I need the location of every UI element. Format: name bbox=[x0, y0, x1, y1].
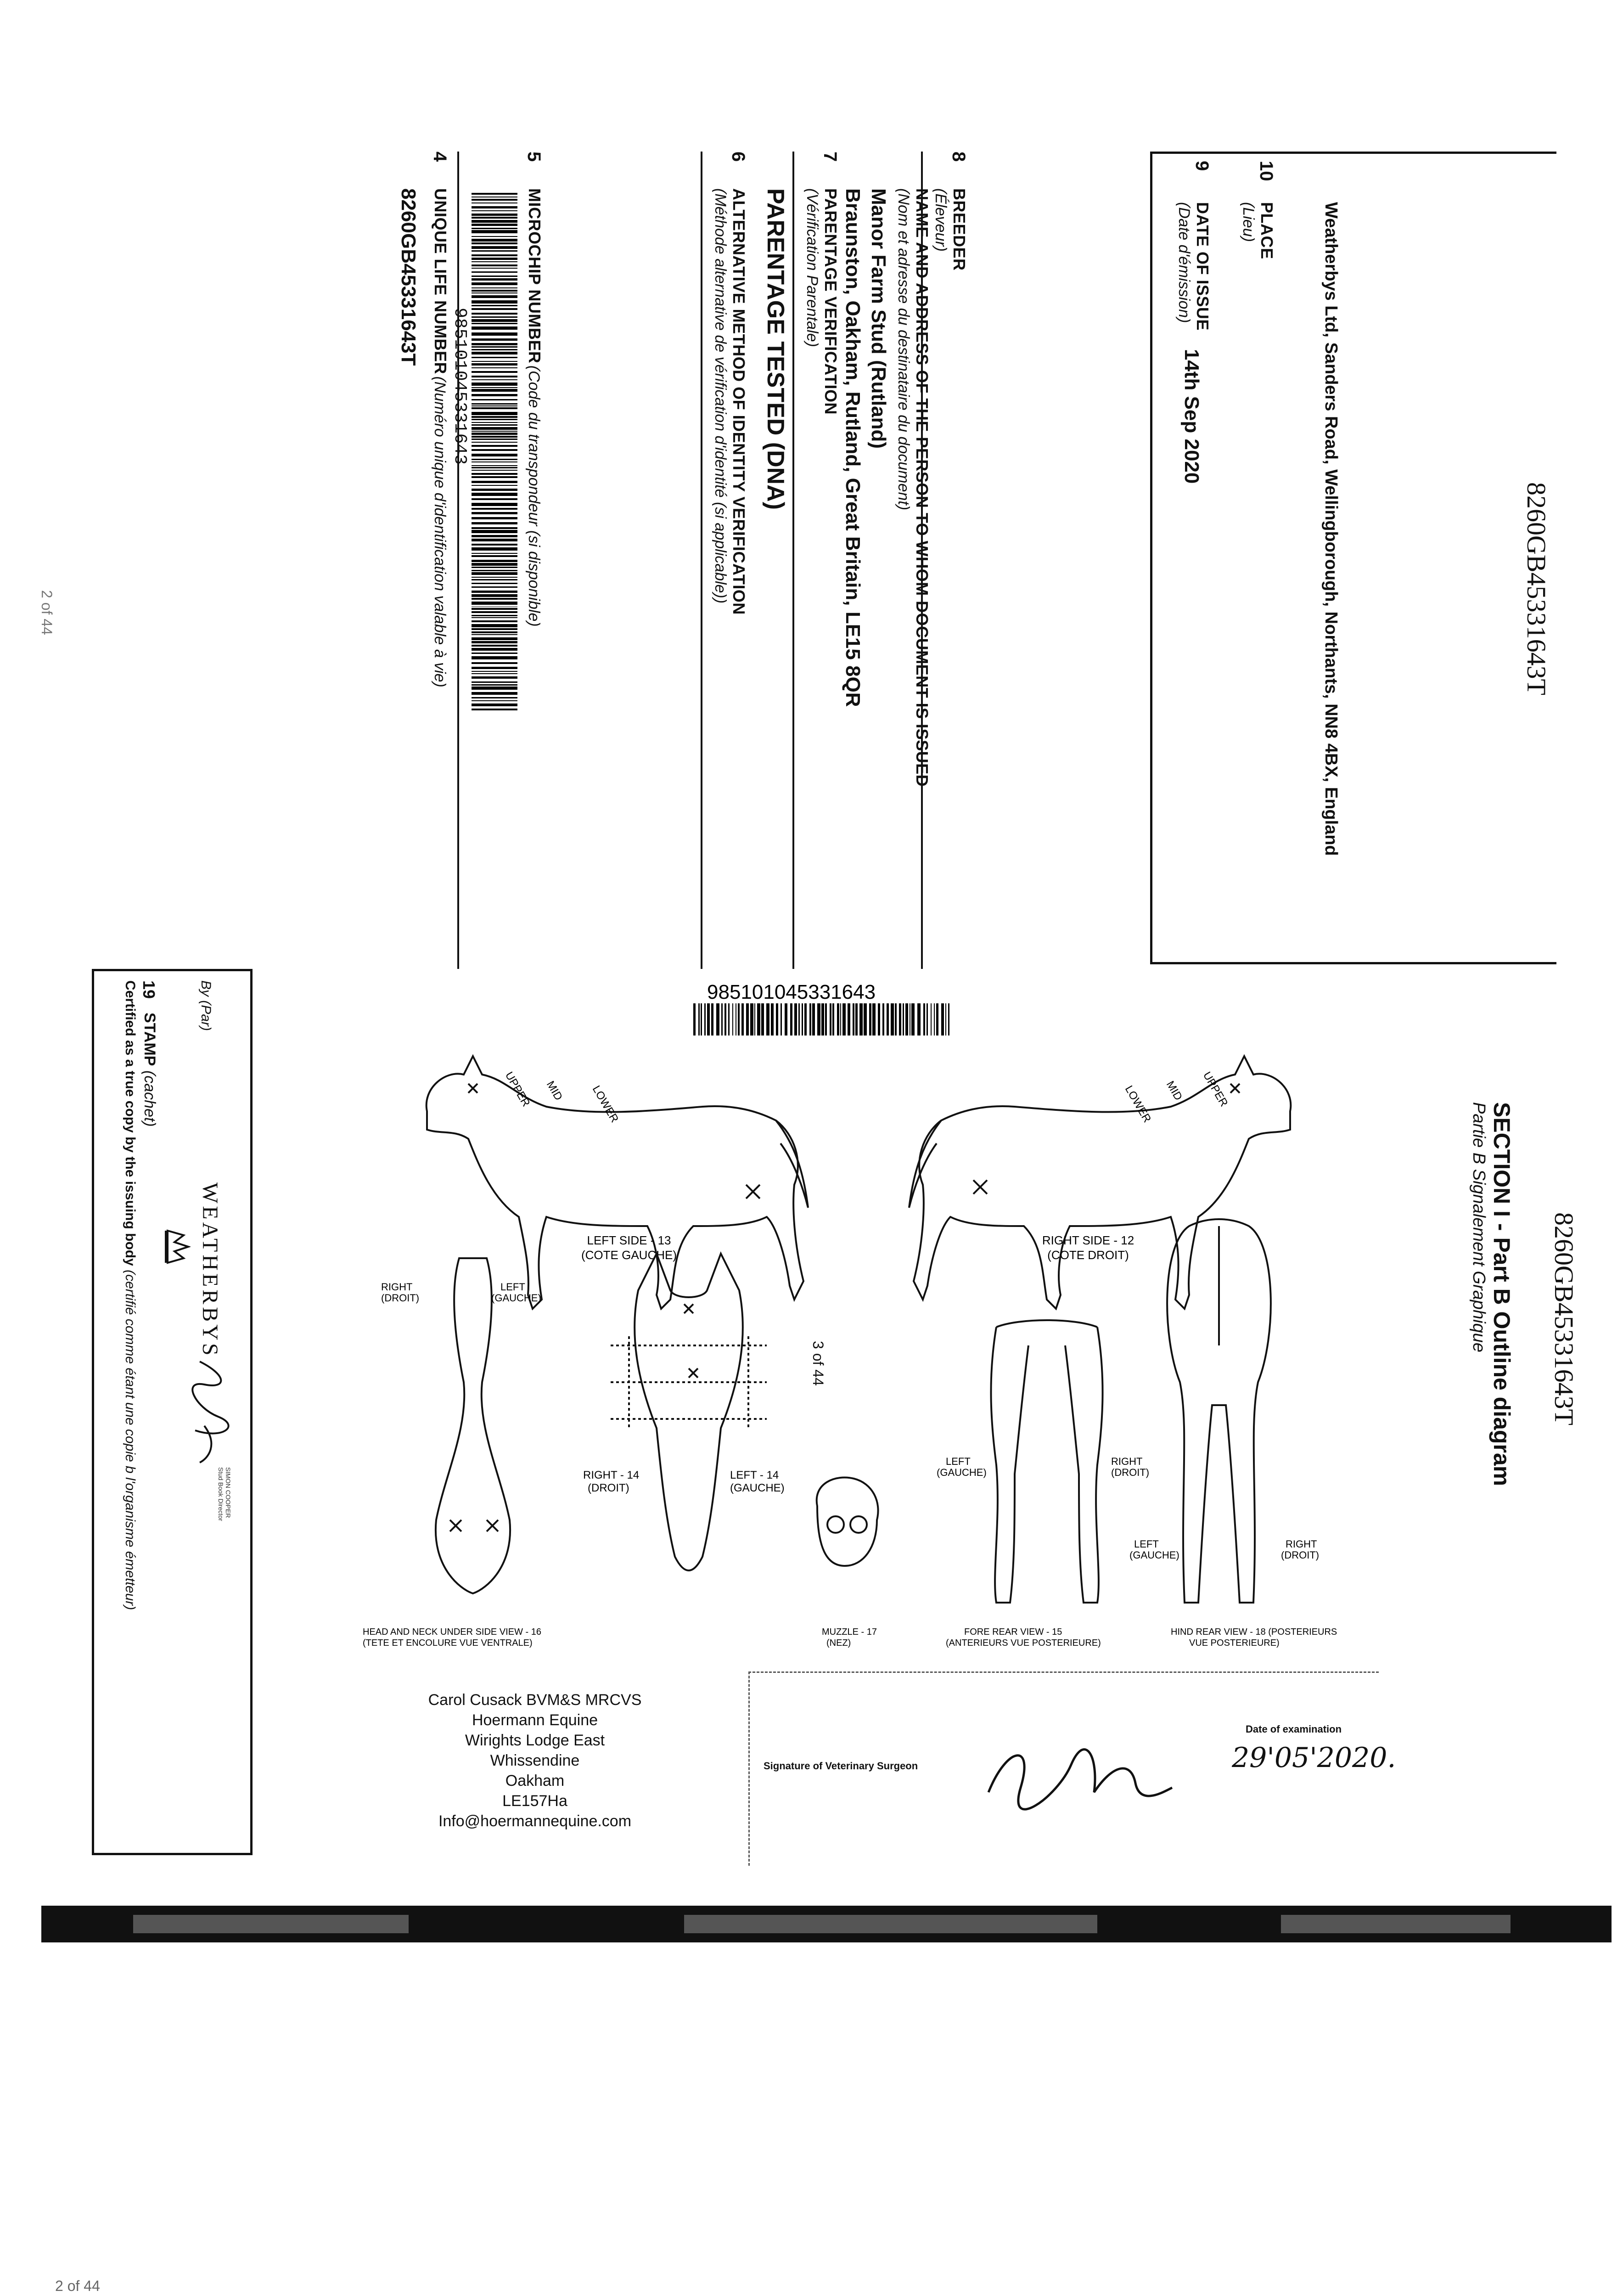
label-head-neck: HEAD AND NECK UNDER SIDE VIEW - 16 bbox=[363, 1627, 541, 1637]
bottom-faint-page: 2 of 44 bbox=[55, 2278, 100, 2294]
field-number: 9 bbox=[1192, 161, 1212, 171]
head-neck-underside bbox=[436, 1258, 510, 1593]
crown-icon bbox=[161, 1228, 191, 1265]
field-label: UNIQUE LIFE NUMBER bbox=[431, 188, 450, 374]
field-label-issued-to: NAME AND ADDRESS OF THE PERSON TO WHOM DOCUMENT IS ISSUED bbox=[913, 188, 932, 787]
label-fore-right-fr: (DROIT) bbox=[1111, 1467, 1150, 1478]
label-fore-rear-fr: (ANTERIEURS VUE POSTERIEURE) bbox=[946, 1638, 1101, 1648]
head-front-view bbox=[611, 1254, 767, 1570]
label-lower-right: LOWER bbox=[1122, 1083, 1154, 1125]
outline-diagram-svg bbox=[354, 969, 1364, 1658]
weatherbys-logo-text: WEATHERBYS bbox=[198, 1182, 222, 1358]
section-title: SECTION I - Part B Outline diagram bbox=[1489, 1102, 1515, 1486]
field-number: 4 bbox=[430, 152, 450, 162]
label-upper-left: UPPER bbox=[502, 1069, 533, 1109]
label-right-side: RIGHT SIDE - 12 bbox=[1042, 1233, 1134, 1247]
document-id-header: 8260GB45331643T bbox=[1522, 482, 1551, 695]
stamp-label: STAMP bbox=[141, 1013, 158, 1066]
field-label: PARENTAGE VERIFICATION bbox=[821, 188, 840, 415]
signature-scribble bbox=[179, 1357, 236, 1467]
hind-rear-view bbox=[1167, 1219, 1271, 1603]
label-hind-rear-fr: VUE POSTERIEURE) bbox=[1189, 1638, 1280, 1648]
vet-certification bbox=[321, 1671, 1396, 1864]
label-upper-right: UPPER bbox=[1200, 1069, 1230, 1109]
label-fore-rear: FORE REAR VIEW - 15 bbox=[964, 1627, 1062, 1637]
label-right-fr: (DROIT) bbox=[381, 1292, 420, 1304]
field-label: MICROCHIP NUMBER bbox=[525, 188, 544, 364]
page-number: 3 of 44 bbox=[810, 1341, 826, 1386]
label-mid-right: MID bbox=[1163, 1079, 1185, 1103]
label-fore-left: LEFT bbox=[946, 1456, 971, 1467]
field-label-fr: (Éleveur) bbox=[932, 188, 949, 252]
certified-row bbox=[122, 980, 138, 1610]
vet-signature-label: Signature of Veterinary Surgeon bbox=[764, 1760, 918, 1772]
scan-artifact-bar bbox=[41, 1906, 1612, 1942]
place-value: Weatherbys Ltd, Sanders Road, Wellingborough, Northants, NN8 4BX, England bbox=[1321, 202, 1341, 856]
field-label-issued-to-fr: (Nom et adresse du destinataire du document) bbox=[895, 188, 912, 511]
vet-signature-area bbox=[748, 1671, 1396, 1866]
vet-email: Info@hoermannequine.com bbox=[438, 1812, 632, 1830]
field-label-fr: (Code du transpondeur (si disponible) bbox=[525, 365, 543, 627]
label-left-side: LEFT SIDE - 13 bbox=[587, 1233, 671, 1247]
horse-right-side bbox=[909, 1056, 1291, 1309]
identity-panel-content bbox=[395, 152, 1556, 969]
label-left-side-fr: (COTE GAUCHE) bbox=[581, 1248, 677, 1262]
label-right: RIGHT bbox=[381, 1281, 413, 1293]
field-number: 5 bbox=[524, 152, 544, 162]
exam-date-label: Date of examination bbox=[1246, 1723, 1342, 1735]
section-title-block bbox=[1469, 1102, 1515, 1486]
label-hind-left-fr: (GAUCHE) bbox=[1129, 1549, 1179, 1561]
label-left-fr: (GAUCHE) bbox=[491, 1292, 541, 1304]
field-label-fr: (Numéro unique d'identification valable à vie) bbox=[431, 376, 449, 687]
field-label-fr: (Vérification Parentale) bbox=[803, 188, 821, 347]
field-label-fr: (Méthode alternative de vérification d'identité (si applicable)) bbox=[712, 188, 729, 604]
divider bbox=[701, 152, 702, 969]
label-right14-fr: (DROIT) bbox=[588, 1482, 629, 1494]
horse-left-side bbox=[427, 1056, 808, 1309]
identity-panel bbox=[395, 152, 1556, 969]
stamp-panel-content bbox=[94, 971, 250, 1853]
stamp-label-row bbox=[140, 1013, 158, 1127]
label-left14-fr: (GAUCHE) bbox=[730, 1482, 785, 1494]
certified-text: Certified as a true copy by the issuing body bbox=[123, 980, 138, 1266]
label-lower-left: LOWER bbox=[590, 1083, 621, 1125]
label-hind-left: LEFT bbox=[1134, 1538, 1159, 1550]
label-left: LEFT bbox=[500, 1281, 525, 1293]
label-hind-right-fr: (DROIT) bbox=[1281, 1549, 1320, 1561]
stamp-panel bbox=[92, 969, 253, 1855]
unique-life-number-value: 8260GB45331643T bbox=[397, 188, 420, 366]
signer-title: Stud Book Director bbox=[217, 1467, 225, 1521]
label-right14: RIGHT - 14 bbox=[583, 1469, 640, 1481]
field-number: 8 bbox=[949, 152, 969, 162]
breeder-name: Manor Farm Stud (Rutland) bbox=[867, 188, 890, 449]
parentage-value: PARENTAGE TESTED (DNA) bbox=[762, 188, 789, 510]
field-label-fr: (Date d'émission) bbox=[1175, 202, 1193, 323]
field-label: BREEDER bbox=[950, 188, 969, 271]
fore-rear-view bbox=[991, 1320, 1102, 1603]
date-of-issue-value: 14th Sep 2020 bbox=[1180, 349, 1203, 484]
field-number: 10 bbox=[1256, 161, 1276, 181]
certified-text-fr: (certifié comme étant une copie b l'organisme émetteur) bbox=[123, 1270, 138, 1610]
field-label-fr: (Lieu) bbox=[1240, 202, 1257, 242]
field-label: DATE OF ISSUE bbox=[1193, 202, 1212, 331]
label-hind-right: RIGHT bbox=[1286, 1538, 1317, 1550]
microchip-number-value: 985101045331643 bbox=[450, 308, 470, 465]
vet-practice: Hoermann Equine bbox=[472, 1711, 598, 1729]
muzzle-view bbox=[817, 1478, 878, 1566]
vet-signature-scribble bbox=[979, 1728, 1181, 1813]
by-label: By (Par) bbox=[198, 980, 213, 1031]
label-left14: LEFT - 14 bbox=[730, 1469, 779, 1481]
vet-postcode: LE157Ha bbox=[502, 1792, 567, 1810]
label-muzzle-fr: (NEZ) bbox=[826, 1638, 851, 1648]
vet-address-3: Oakham bbox=[505, 1772, 565, 1790]
label-head-neck-fr: (TETE ET ENCOLURE VUE VENTRALE) bbox=[363, 1638, 533, 1648]
breeder-address: Braunston, Oakham, Rutland, Great Britain, LE15 8QR bbox=[842, 188, 864, 707]
label-muzzle: MUZZLE - 17 bbox=[822, 1627, 877, 1637]
label-fore-left-fr: (GAUCHE) bbox=[937, 1467, 987, 1478]
label-mid-left: MID bbox=[544, 1079, 565, 1103]
vet-name: Carol Cusack BVM&S MRCVS bbox=[428, 1691, 642, 1709]
field-label: PLACE bbox=[1258, 202, 1276, 259]
field-label: ALTERNATIVE METHOD OF IDENTITY VERIFICATION bbox=[730, 188, 748, 615]
stamp-label-fr: (cachet) bbox=[141, 1070, 158, 1127]
vet-address-2: Whissendine bbox=[490, 1752, 580, 1769]
label-right-side-fr: (COTE DROIT) bbox=[1047, 1248, 1129, 1262]
document-id-header-section: 8260GB45331643T bbox=[1549, 1212, 1579, 1425]
outline-diagram bbox=[354, 969, 1364, 1658]
label-hind-rear: HIND REAR VIEW - 18 (POSTERIEURS bbox=[1171, 1627, 1337, 1637]
microchip-barcode bbox=[472, 193, 517, 712]
field-number: 7 bbox=[820, 152, 840, 162]
field-number: 6 bbox=[728, 152, 748, 162]
label-fore-right: RIGHT bbox=[1111, 1456, 1143, 1467]
diagram-barcode-number: 985101045331643 bbox=[707, 981, 876, 1003]
stamp-number: 19 bbox=[140, 980, 158, 999]
vet-stamp bbox=[321, 1671, 748, 1883]
exam-date-value: 29'05'2020. bbox=[1232, 1742, 1396, 1774]
vet-address-1: Wirights Lodge East bbox=[465, 1732, 605, 1749]
signer-block bbox=[217, 1467, 232, 1521]
diagram-barcode bbox=[693, 1003, 949, 1035]
faint-page-number: 2 of 44 bbox=[39, 590, 55, 635]
signer-name: SIMON COOPER bbox=[225, 1467, 232, 1518]
section-subtitle: Partie B Signalement Graphique bbox=[1469, 1102, 1488, 1352]
